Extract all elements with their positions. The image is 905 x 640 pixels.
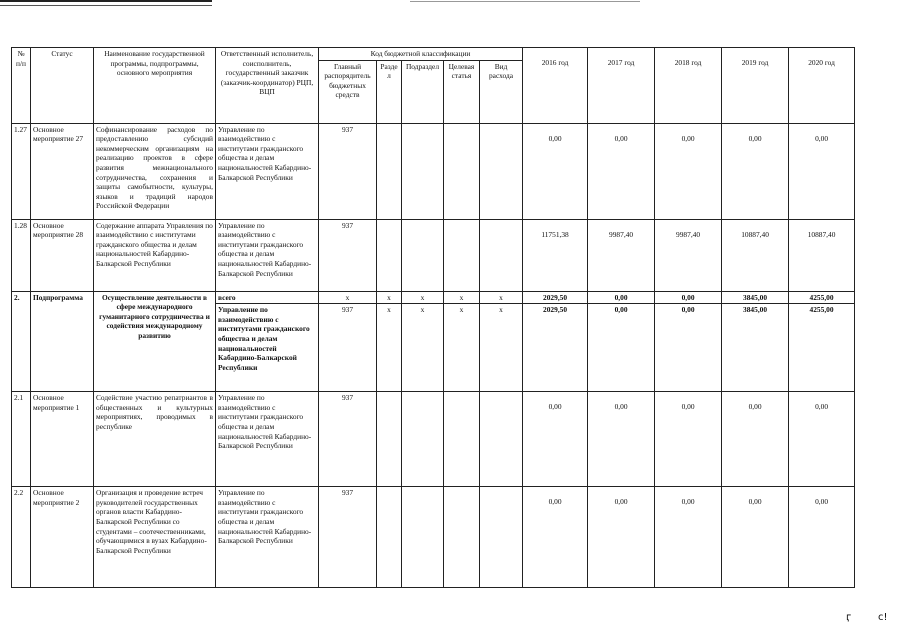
row-razdel — [377, 487, 402, 588]
row-responsible: Управление по взаимодействию с институтами гражданского общества и делам национальностей Кабардино-Балкарской Республики — [216, 304, 319, 392]
row-grbs: 937 — [319, 219, 377, 291]
row-value-2020: 0,00 — [789, 123, 855, 219]
row-grbs-total: х — [319, 291, 377, 304]
row-num: 2.2 — [12, 487, 31, 588]
row-target-article — [444, 487, 480, 588]
header-year-2016: 2016 год — [523, 48, 588, 124]
row-expense-type: х — [480, 304, 523, 392]
row-razdel-total: х — [377, 291, 402, 304]
row-razdel — [377, 392, 402, 487]
row-value-2018: 0,00 — [655, 123, 722, 219]
header-status: Статус — [31, 48, 94, 124]
row-value-2019: 0,00 — [722, 123, 789, 219]
row-responsible-total: всего — [216, 291, 319, 304]
row-value-2016: 2029,50 — [523, 304, 588, 392]
row-name: Осуществление деятельности в сфере международного гуманитарного сотрудничества и содействия международному развитию — [94, 291, 216, 392]
header-responsible: Ответственный исполнитель, соисполнитель, государственный заказчик (заказчик-координатор) РЦП, ВЦП — [216, 48, 319, 124]
header-year-2017: 2017 год — [588, 48, 655, 124]
table-header-row-1 — [12, 48, 855, 61]
row-expense-type — [480, 123, 523, 219]
header-razdel: Раздел — [377, 60, 402, 123]
row-num: 2.1 — [12, 392, 31, 487]
row-status: Подпрограмма — [31, 291, 94, 392]
row-expense-type — [480, 392, 523, 487]
row-target-article — [444, 392, 480, 487]
header-expense-type: Вид расхода — [480, 60, 523, 123]
row-expense-type — [480, 487, 523, 588]
corner-mark-1: ӷ — [846, 612, 852, 623]
header-name: Наименование государственной программы, подпрограммы, основного мероприятия — [94, 48, 216, 124]
row-target-article: х — [444, 304, 480, 392]
row-total-2019: 3845,00 — [722, 291, 789, 304]
row-value-2017: 0,00 — [588, 392, 655, 487]
row-value-2018: 0,00 — [655, 392, 722, 487]
row-value-2016: 0,00 — [523, 392, 588, 487]
row-responsible: Управление по взаимодействию с институтами гражданского общества и делам национальностей Кабардино-Балкарской Республики — [216, 219, 319, 291]
row-podrazdel — [402, 219, 444, 291]
row-value-2016: 0,00 — [523, 123, 588, 219]
row-podrazdel: х — [402, 304, 444, 392]
row-num: 2. — [12, 291, 31, 392]
row-name: Организация и проведение встреч руководителей государственных органов власти Кабардино-Балкарской Республики со студентами – соотечественниками, обучающимися в вузах Кабардино-Балкарской Республики — [94, 487, 216, 588]
row-value-2016: 11751,38 — [523, 219, 588, 291]
row-total-2020: 4255,00 — [789, 291, 855, 304]
row-value-2018: 9987,40 — [655, 219, 722, 291]
header-budget-classification: Код бюджетной классификации — [319, 48, 523, 61]
header-year-2020: 2020 год — [789, 48, 855, 124]
row-target-article — [444, 123, 480, 219]
row-value-2019: 0,00 — [722, 392, 789, 487]
row-podrazdel — [402, 392, 444, 487]
row-podrazdel — [402, 123, 444, 219]
row-grbs: 937 — [319, 123, 377, 219]
header-num: № п/п — [12, 48, 31, 124]
row-grbs: 937 — [319, 304, 377, 392]
row-responsible: Управление по взаимодействию с институтами гражданского общества и делам национальностей Кабардино-Балкарской Республики — [216, 392, 319, 487]
row-value-2020: 4255,00 — [789, 304, 855, 392]
row-num: 1.28 — [12, 219, 31, 291]
row-responsible: Управление по взаимодействию с институтами гражданского общества и делам национальностей Кабардино-Балкарской Республики — [216, 123, 319, 219]
row-value-2018: 0,00 — [655, 487, 722, 588]
row-responsible: Управление по взаимодействию с институтами гражданского общества и делам национальностей Кабардино-Балкарской Республики — [216, 487, 319, 588]
row-expense-type-total: х — [480, 291, 523, 304]
row-value-2020: 0,00 — [789, 487, 855, 588]
budget-table-sheet — [11, 47, 854, 596]
row-total-2016: 2029,50 — [523, 291, 588, 304]
row-value-2017: 9987,40 — [588, 219, 655, 291]
scan-corner-marks — [838, 612, 898, 626]
header-target-article: Целевая статья — [444, 60, 480, 123]
row-status: Основное мероприятие 2 — [31, 487, 94, 588]
row-value-2017: 0,00 — [588, 487, 655, 588]
row-num: 1.27 — [12, 123, 31, 219]
budget-table — [11, 47, 855, 588]
row-status: Основное мероприятие 27 — [31, 123, 94, 219]
row-value-2019: 10887,40 — [722, 219, 789, 291]
table-row — [12, 123, 855, 219]
header-podrazdel: Подраздел — [402, 60, 444, 123]
row-razdel — [377, 123, 402, 219]
row-value-2020: 10887,40 — [789, 219, 855, 291]
header-year-2019: 2019 год — [722, 48, 789, 124]
corner-mark-2: с! — [878, 612, 888, 623]
table-row-subprogram-total — [12, 291, 855, 304]
row-value-2019: 0,00 — [722, 487, 789, 588]
row-expense-type — [480, 219, 523, 291]
row-value-2019: 3845,00 — [722, 304, 789, 392]
row-value-2017: 0,00 — [588, 123, 655, 219]
row-value-2018: 0,00 — [655, 304, 722, 392]
row-razdel: х — [377, 304, 402, 392]
table-row — [12, 392, 855, 487]
row-grbs: 937 — [319, 392, 377, 487]
row-podrazdel-total: х — [402, 291, 444, 304]
scan-edge-line-faint — [410, 1, 640, 2]
row-status: Основное мероприятие 28 — [31, 219, 94, 291]
header-year-2018: 2018 год — [655, 48, 722, 124]
row-grbs: 937 — [319, 487, 377, 588]
row-name: Содействие участию репатриантов в общественных и культурных мероприятиях, проводимых в республике — [94, 392, 216, 487]
row-podrazdel — [402, 487, 444, 588]
row-value-2020: 0,00 — [789, 392, 855, 487]
row-value-2017: 0,00 — [588, 304, 655, 392]
row-target-article — [444, 219, 480, 291]
row-total-2017: 0,00 — [588, 291, 655, 304]
row-value-2016: 0,00 — [523, 487, 588, 588]
row-name: Содержание аппарата Управления по взаимодействию с институтами гражданского общества и делам национальностей Кабардино-Балкарской Республики — [94, 219, 216, 291]
row-status: Основное мероприятие 1 — [31, 392, 94, 487]
row-total-2018: 0,00 — [655, 291, 722, 304]
table-row — [12, 219, 855, 291]
scan-edge-line — [0, 0, 212, 6]
row-razdel — [377, 219, 402, 291]
row-target-article-total: х — [444, 291, 480, 304]
row-name: Софинансирование расходов по предоставлению субсидий некоммерческим организациям на реализацию проектов в сфере развития межнационального сотрудничества, сохранения и защиты самобытности, культуры, языков и традиций народов Российской Федерации — [94, 123, 216, 219]
table-row — [12, 487, 855, 588]
header-grbs: Главный распорядитель бюджетных средств — [319, 60, 377, 123]
